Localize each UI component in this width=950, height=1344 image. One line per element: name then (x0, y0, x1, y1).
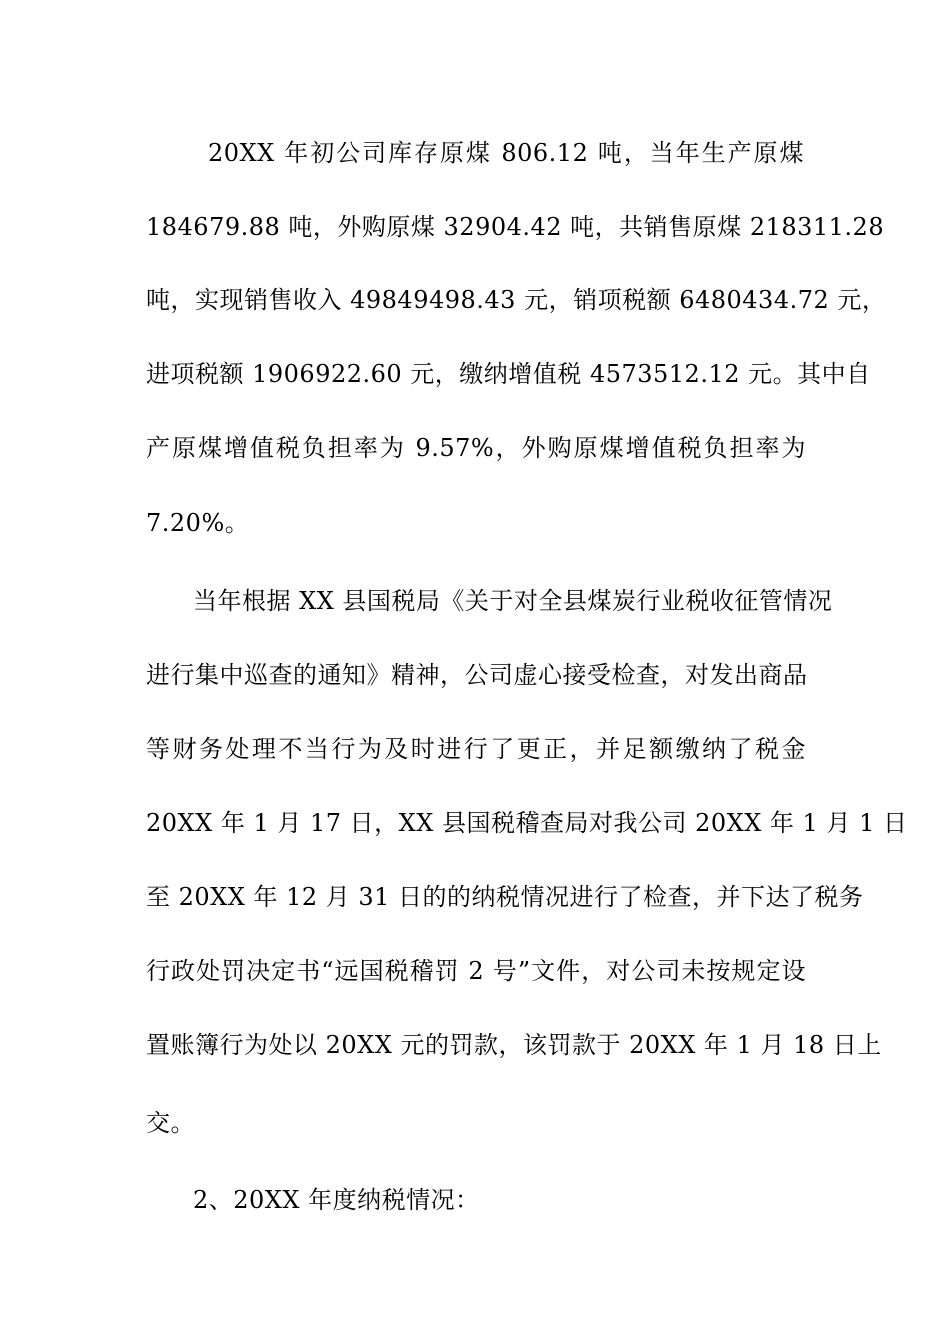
paragraph-2-line-4: 20XX 年 1 月 17 日，XX 县国税稽查局对我公司 20XX 年 1 月 1 日 (146, 809, 908, 837)
section-heading-2: 2、20XX 年度纳税情况： (193, 1186, 480, 1214)
paragraph-2-line-8: 交。 (146, 1109, 195, 1137)
paragraph-1-line-2: 184679.88 吨，外购原煤 32904.42 吨，共销售原煤 218311.28 (146, 213, 885, 241)
paragraph-1-line-5: 产原煤增值税负担率为 9.57%，外购原煤增值税负担率为 (146, 434, 806, 462)
paragraph-1-line-1: 20XX 年初公司库存原煤 806.12 吨，当年生产原煤 (208, 139, 804, 167)
paragraph-2-line-1: 当年根据 XX 县国税局《关于对全县煤炭行业税收征管情况 (193, 587, 833, 615)
paragraph-2-line-7: 置账簿行为处以 20XX 元的罚款，该罚款于 20XX 年 1 月 18 日上 (146, 1031, 882, 1059)
paragraph-2-line-3: 等财务处理不当行为及时进行了更正，并足额缴纳了税金 (146, 735, 806, 763)
paragraph-2-line-6: 行政处罚决定书“远国税稽罚 2 号”文件，对公司未按规定设 (146, 957, 806, 985)
paragraph-1-line-3: 吨，实现销售收入 49849498.43 元，销项税额 6480434.72 元， (146, 286, 887, 314)
paragraph-1-line-6: 7.20%。 (146, 509, 250, 537)
paragraph-2-line-5: 至 20XX 年 12 月 31 日的的纳税情况进行了检查，并下达了税务 (146, 883, 864, 911)
paragraph-2-line-2: 进行集中巡查的通知》精神，公司虚心接受检查，对发出商品 (146, 661, 808, 689)
paragraph-1-line-4: 进项税额 1906922.60 元，缴纳增值税 4573512.12 元。其中自 (146, 360, 871, 388)
